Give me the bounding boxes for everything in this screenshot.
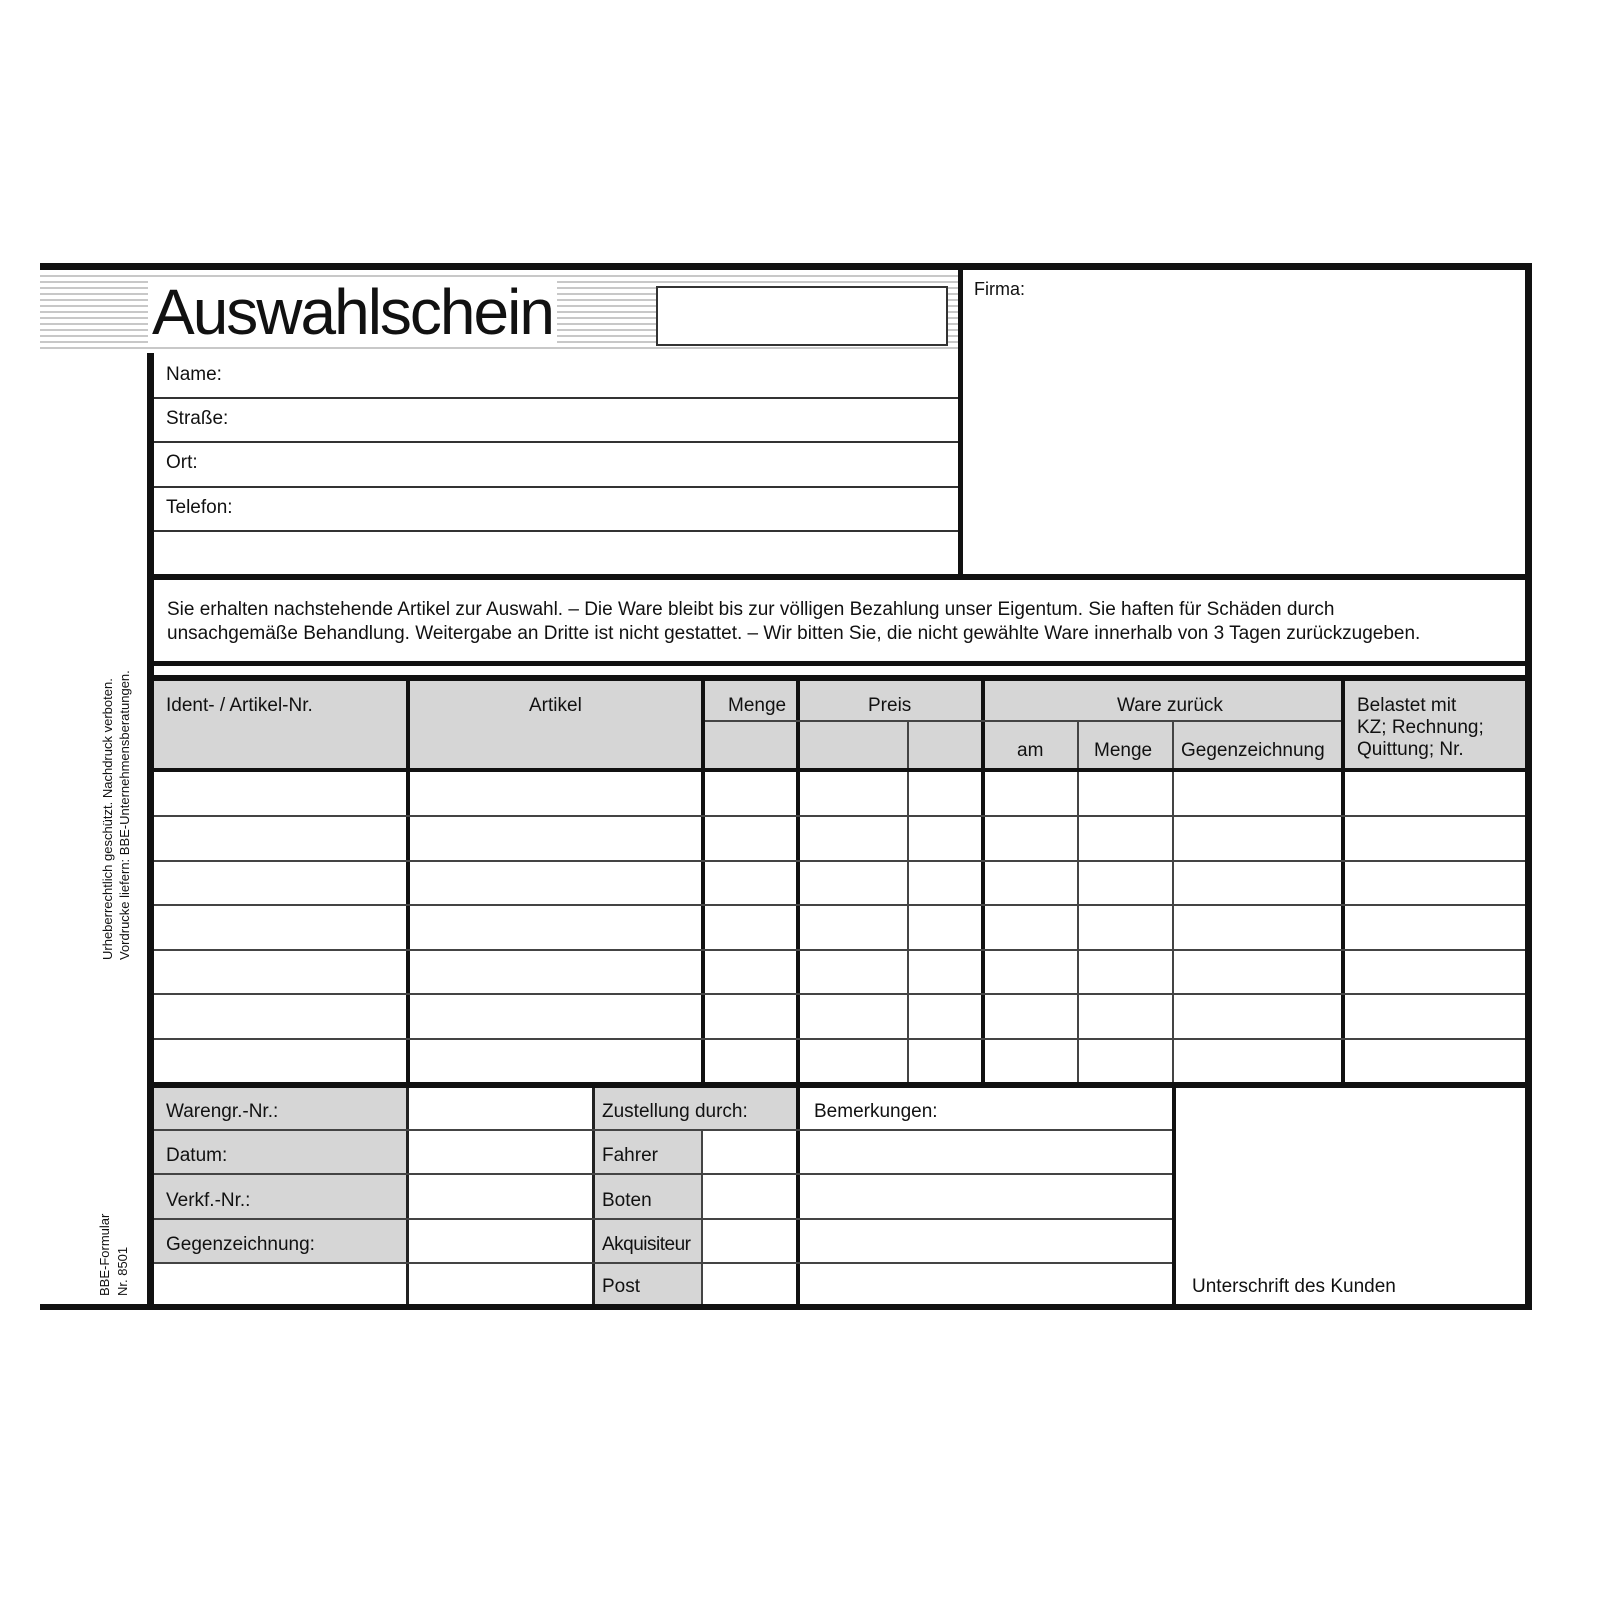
- header-ware-zurueck: Ware zurück: [1117, 695, 1223, 716]
- boten-checkbox[interactable]: [704, 1176, 795, 1217]
- akquisiteur-checkbox[interactable]: [704, 1221, 795, 1261]
- datum-field[interactable]: [410, 1132, 592, 1172]
- notice-bottom-border: [147, 661, 1532, 666]
- zustellung-post: Post: [602, 1276, 641, 1297]
- bemerkungen-label: Bemerkungen:: [814, 1101, 938, 1122]
- telefon-label: Telefon:: [166, 497, 233, 518]
- header-am: am: [1017, 740, 1044, 761]
- footer-divider-e: [1172, 1088, 1176, 1304]
- header-belastet-2: KZ; Rechnung;: [1357, 717, 1484, 738]
- table-row[interactable]: [154, 906, 1525, 949]
- table-row[interactable]: [154, 772, 1525, 815]
- name-label: Name:: [166, 364, 222, 385]
- right-border: [1525, 263, 1532, 1310]
- subheader-line: [705, 720, 1341, 722]
- warengr-field[interactable]: [410, 1089, 592, 1129]
- footer-divider-c: [701, 1130, 703, 1304]
- table-row[interactable]: [154, 1040, 1525, 1082]
- post-checkbox[interactable]: [704, 1265, 795, 1303]
- header-menge: Menge: [728, 695, 787, 716]
- header-preis: Preis: [868, 695, 912, 716]
- copyright-note-2: Vordrucke liefern: BBE-Unternehmensberatungen.: [117, 670, 132, 960]
- notice-top-border: [147, 574, 1532, 580]
- copyright-note-1: Urheberrechtlich geschützt. Nachdruck verboten.: [100, 678, 115, 960]
- header-belastet-1: Belastet mit: [1357, 695, 1457, 716]
- firma-divider: [958, 263, 963, 575]
- form-id-2: Nr. 8501: [115, 1246, 130, 1296]
- header-menge-zurueck: Menge: [1094, 740, 1153, 761]
- bemerkungen-field[interactable]: [801, 1132, 1171, 1302]
- signature-field[interactable]: [1177, 1090, 1524, 1270]
- signature-label: Unterschrift des Kunden: [1192, 1276, 1396, 1297]
- footer-divider-b: [592, 1088, 595, 1304]
- gegenzeichnung-label: Gegenzeichnung:: [166, 1234, 315, 1255]
- zustellung-label: Zustellung durch:: [602, 1101, 748, 1122]
- verkf-field[interactable]: [410, 1176, 592, 1217]
- zustellung-fahrer: Fahrer: [602, 1145, 658, 1166]
- ort-label: Ort:: [166, 452, 198, 473]
- table-row[interactable]: [154, 817, 1525, 860]
- form-title: Auswahlschein: [148, 280, 557, 344]
- table-row[interactable]: [154, 951, 1525, 993]
- left-border: [147, 350, 154, 1310]
- form-number-box[interactable]: [656, 286, 948, 346]
- form-id-1: BBE-Formular: [97, 1213, 112, 1296]
- header-belastet-3: Quittung; Nr.: [1357, 739, 1464, 760]
- datum-label: Datum:: [166, 1145, 228, 1166]
- strasse-field[interactable]: [240, 400, 950, 440]
- ort-field[interactable]: [240, 444, 950, 484]
- strasse-label: Straße:: [166, 408, 229, 429]
- top-border: [40, 263, 1532, 270]
- notice-line-2: unsachgemäße Behandlung. Weitergabe an Dritte ist nicht gestattet. – Wir bitten Sie, die nicht gewählte Ware innerhalb von 3 Tagen zurückzugeben.: [167, 623, 1421, 644]
- gegenzeichnung-field[interactable]: [410, 1221, 592, 1261]
- telefon-field[interactable]: [240, 489, 950, 529]
- header-gegenzeichnung: Gegenzeichnung: [1181, 740, 1325, 761]
- zustellung-akquisiteur: Akquisiteur: [602, 1234, 691, 1255]
- table-row[interactable]: [154, 862, 1525, 904]
- notice-line-1: Sie erhalten nachstehende Artikel zur Auswahl. – Die Ware bleibt bis zur völligen Bezahlung unser Eigentum. Sie haften für Schäden durch: [167, 599, 1335, 620]
- header-ident: Ident- / Artikel-Nr.: [166, 695, 313, 716]
- header-artikel: Artikel: [529, 695, 582, 716]
- firma-field[interactable]: [966, 305, 1518, 570]
- bottom-border: [40, 1304, 1532, 1310]
- warengr-label: Warengr.-Nr.:: [166, 1101, 279, 1122]
- table-row[interactable]: [154, 995, 1525, 1038]
- footer-line-1: [154, 1129, 1172, 1131]
- footer-divider-a: [406, 1088, 409, 1304]
- footer-divider-d: [796, 1088, 800, 1304]
- firma-label: Firma:: [974, 279, 1025, 299]
- zustellung-boten: Boten: [602, 1190, 652, 1211]
- verkf-label: Verkf.-Nr.:: [166, 1190, 251, 1211]
- fahrer-checkbox[interactable]: [704, 1132, 795, 1172]
- name-field[interactable]: [240, 356, 950, 396]
